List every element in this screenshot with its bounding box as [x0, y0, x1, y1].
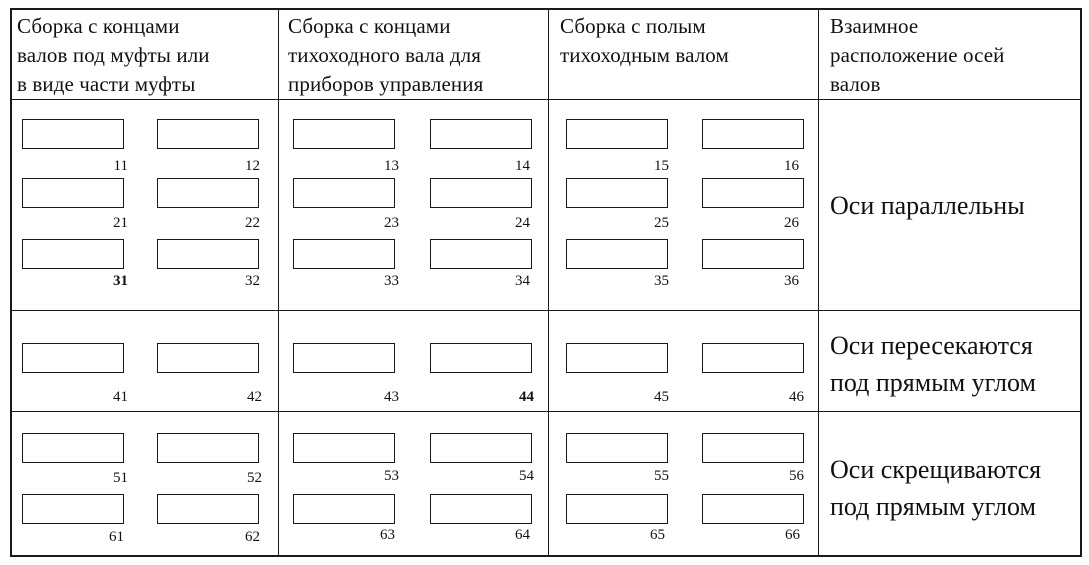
scheme-16-box: [702, 119, 804, 149]
scheme-66-box: [702, 494, 804, 524]
scheme-15-box: [566, 119, 668, 149]
scheme-12-number: 12: [245, 158, 260, 174]
column-divider-3: [818, 8, 819, 557]
scheme-34-number: 34: [515, 273, 530, 289]
scheme-11-box: [22, 119, 124, 149]
scheme-65-box: [566, 494, 668, 524]
scheme-53-box: [293, 433, 395, 463]
scheme-64-box: [430, 494, 532, 524]
orientation-intersecting: [830, 327, 1080, 401]
scheme-31-box: [22, 239, 124, 269]
scheme-23-box: [293, 178, 395, 208]
header-shaft-ends-control: Сборка с концами тихоходного вала для приборов управления: [288, 14, 484, 96]
scheme-24-box: [430, 178, 532, 208]
scheme-42-box: [157, 343, 259, 373]
scheme-42-number: 42: [247, 389, 262, 405]
header-divider: [10, 99, 1082, 100]
orientation-intersecting-line-1: Оси пересекаются: [830, 331, 1033, 360]
scheme-53-number: 53: [384, 468, 399, 484]
scheme-51-box: [22, 433, 124, 463]
scheme-15-number: 15: [654, 158, 669, 174]
scheme-52-number: 52: [247, 470, 262, 486]
header-shaft-ends-coupling: Сборка с концами валов под муфты или в виде части муфты: [17, 14, 210, 96]
orientation-intersecting-line-2: под прямым углом: [830, 368, 1036, 397]
header-hollow-shaft: Сборка с полым тихоходным валом: [560, 14, 729, 67]
scheme-51-number: 51: [113, 470, 128, 486]
scheme-41-box: [22, 343, 124, 373]
scheme-62-number: 62: [245, 529, 260, 545]
scheme-33-number: 33: [384, 273, 399, 289]
scheme-54-number: 54: [519, 468, 534, 484]
scheme-34-box: [430, 239, 532, 269]
scheme-13-number: 13: [384, 158, 399, 174]
scheme-25-box: [566, 178, 668, 208]
scheme-11-number: 11: [113, 158, 128, 174]
scheme-41-number: 41: [113, 389, 128, 405]
orientation-parallel: [830, 187, 1080, 224]
scheme-14-number: 14: [515, 158, 530, 174]
scheme-63-box: [293, 494, 395, 524]
scheme-56-number: 56: [789, 468, 804, 484]
scheme-14-box: [430, 119, 532, 149]
column-divider-1: [278, 8, 279, 557]
scheme-16-number: 16: [784, 158, 799, 174]
scheme-61-box: [22, 494, 124, 524]
scheme-56-box: [702, 433, 804, 463]
scheme-52-box: [157, 433, 259, 463]
orientation-crossing-line-1: Оси скрещиваются: [830, 455, 1042, 484]
scheme-31-number: 31: [113, 273, 128, 289]
scheme-32-number: 32: [245, 273, 260, 289]
scheme-22-number: 22: [245, 215, 260, 231]
scheme-62-box: [157, 494, 259, 524]
scheme-55-number: 55: [654, 468, 669, 484]
scheme-21-box: [22, 178, 124, 208]
header-axes-arrangement: Взаимное расположение осей валов: [830, 14, 1005, 96]
row-divider-2: [10, 411, 1082, 412]
scheme-22-box: [157, 178, 259, 208]
scheme-65-number: 65: [650, 527, 665, 543]
scheme-23-number: 23: [384, 215, 399, 231]
scheme-45-number: 45: [654, 389, 669, 405]
scheme-24-number: 24: [515, 215, 530, 231]
row-divider-1: [10, 310, 1082, 311]
scheme-43-number: 43: [384, 389, 399, 405]
scheme-55-box: [566, 433, 668, 463]
scheme-21-number: 21: [113, 215, 128, 231]
scheme-36-number: 36: [784, 273, 799, 289]
scheme-54-box: [430, 433, 532, 463]
scheme-33-box: [293, 239, 395, 269]
scheme-46-box: [702, 343, 804, 373]
scheme-64-number: 64: [515, 527, 530, 543]
scheme-45-box: [566, 343, 668, 373]
scheme-26-number: 26: [784, 215, 799, 231]
scheme-32-box: [157, 239, 259, 269]
scheme-35-number: 35: [654, 273, 669, 289]
scheme-61-number: 61: [109, 529, 124, 545]
orientation-parallel-line-1: Оси параллельны: [830, 191, 1025, 220]
scheme-26-box: [702, 178, 804, 208]
scheme-43-box: [293, 343, 395, 373]
scheme-35-box: [566, 239, 668, 269]
column-divider-2: [548, 8, 549, 557]
scheme-12-box: [157, 119, 259, 149]
scheme-25-number: 25: [654, 215, 669, 231]
orientation-crossing-line-2: под прямым углом: [830, 492, 1036, 521]
scheme-13-box: [293, 119, 395, 149]
scheme-66-number: 66: [785, 527, 800, 543]
scheme-36-box: [702, 239, 804, 269]
scheme-63-number: 63: [380, 527, 395, 543]
scheme-44-number: 44: [519, 389, 534, 405]
orientation-crossing: [830, 451, 1080, 525]
scheme-44-box: [430, 343, 532, 373]
scheme-46-number: 46: [789, 389, 804, 405]
